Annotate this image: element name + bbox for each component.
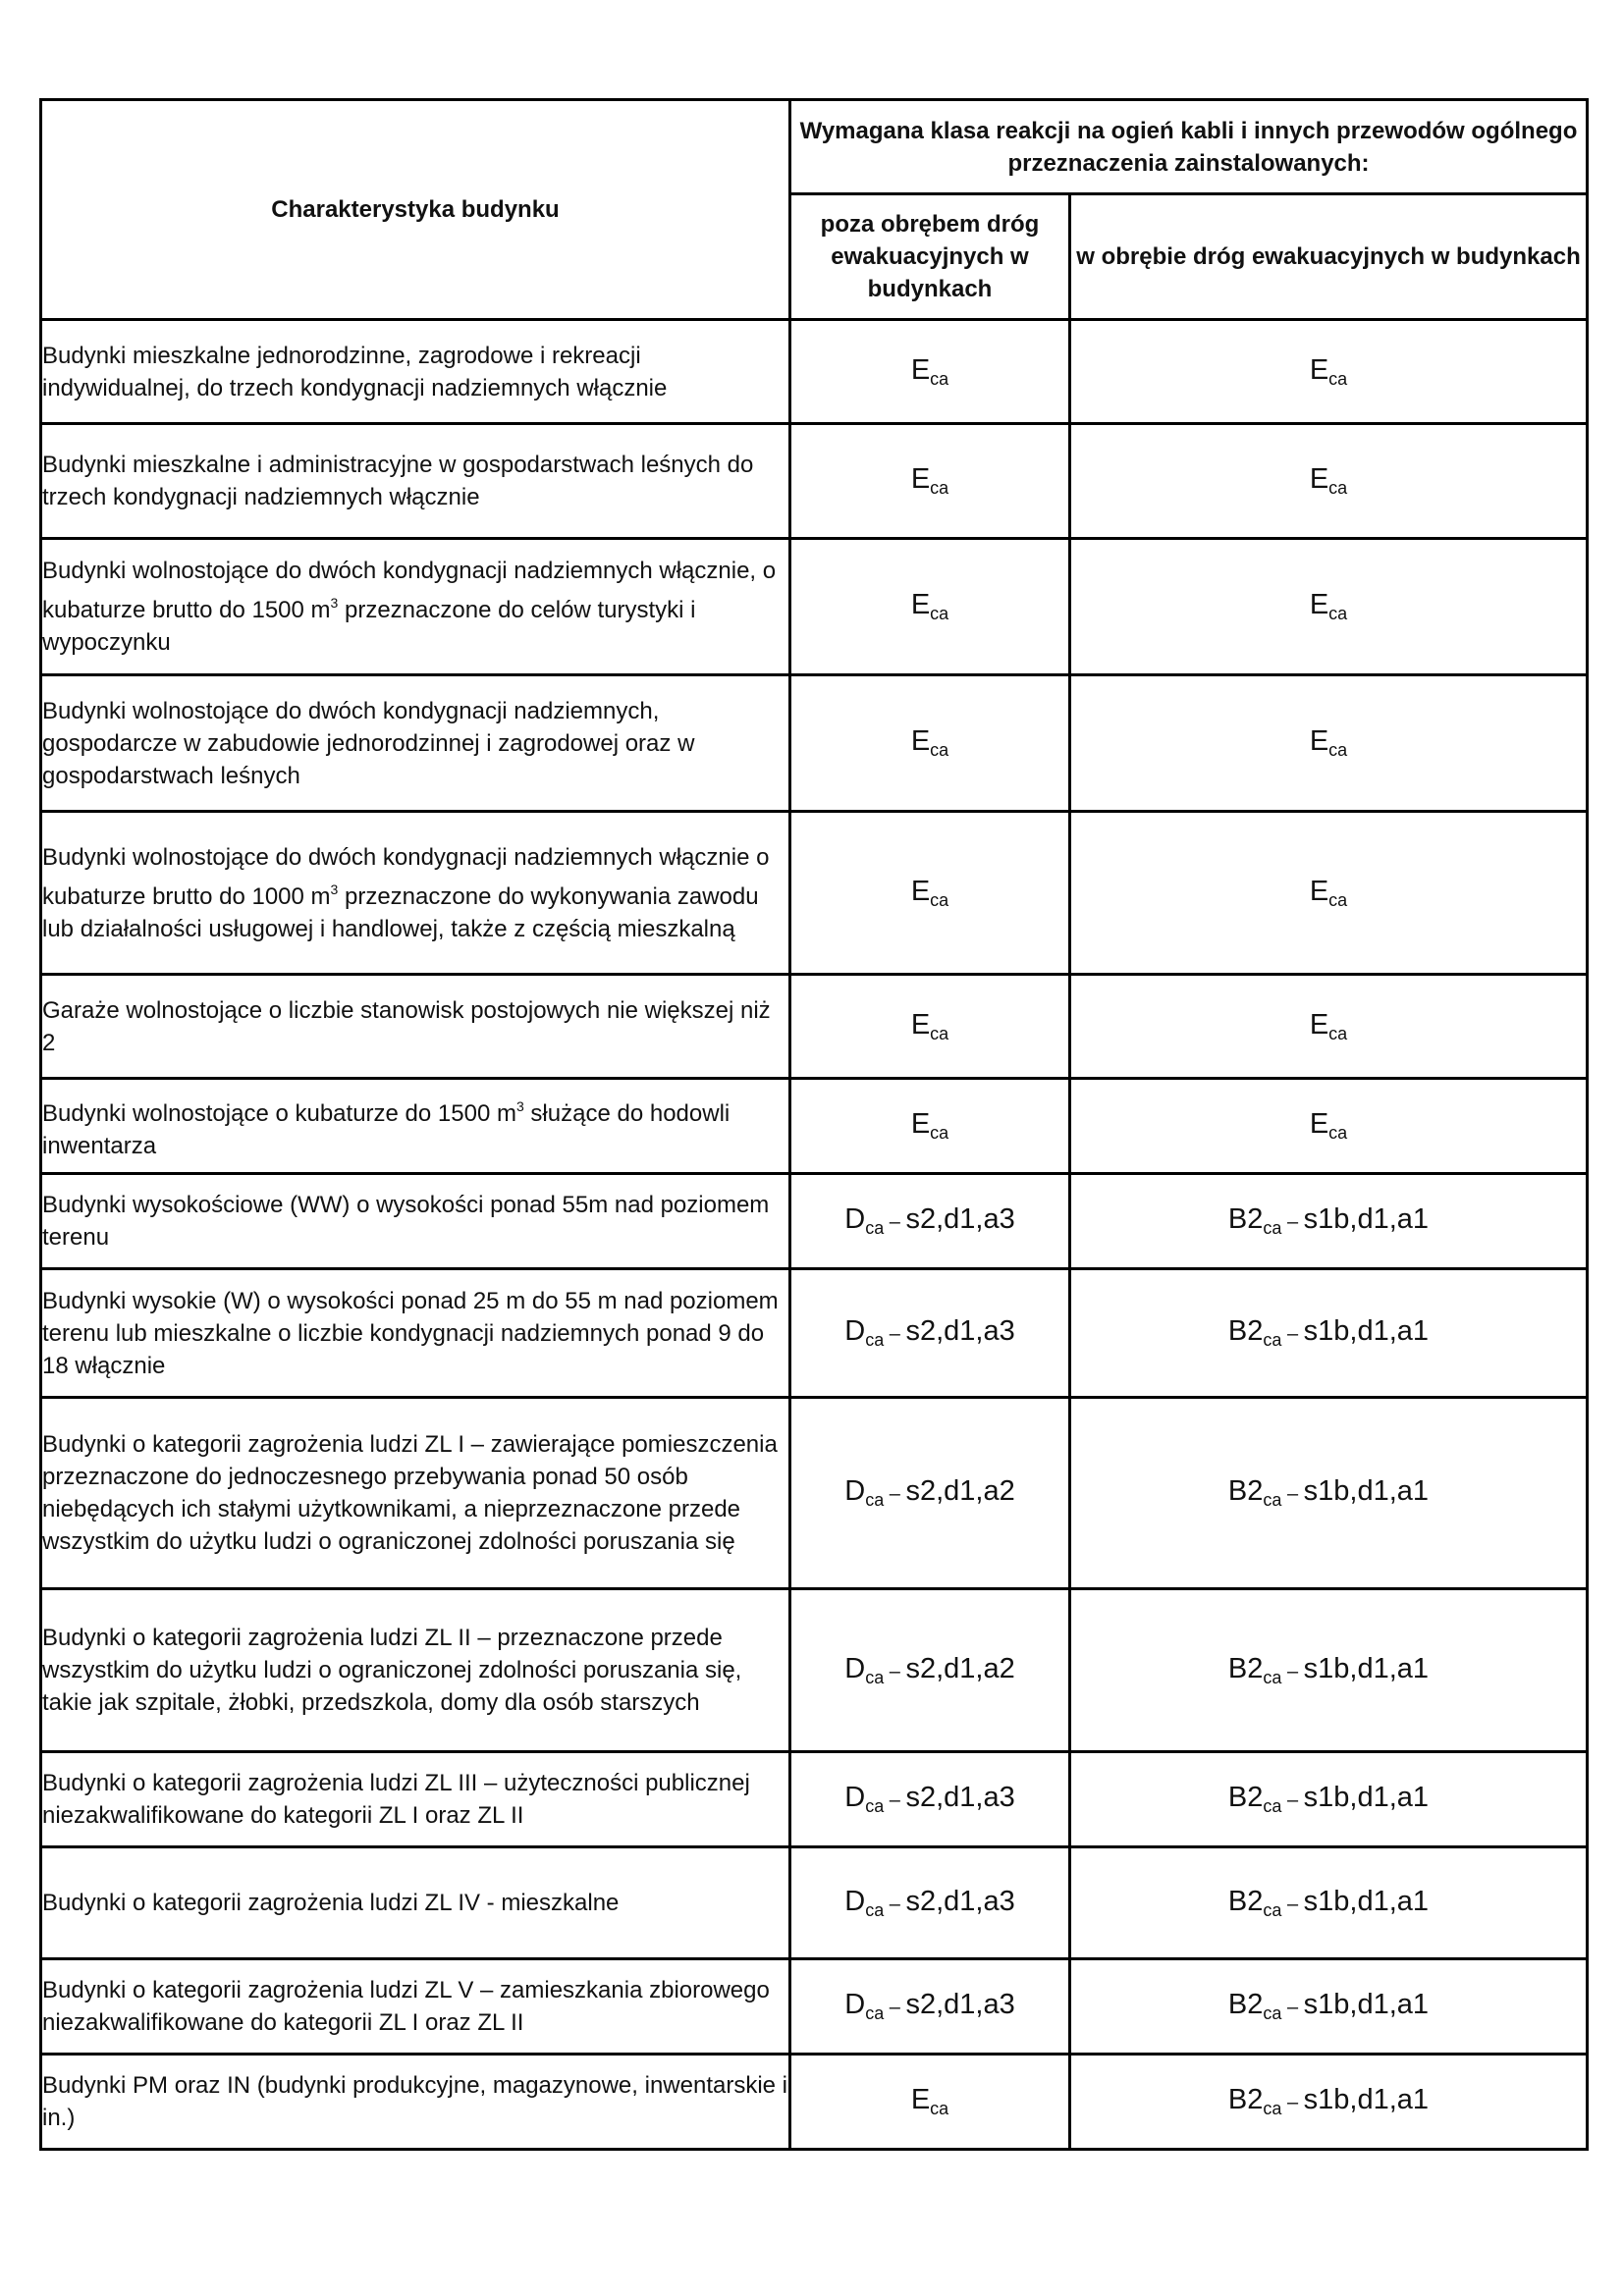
building-description: Budynki wolnostojące do dwóch kondygnacji nadziemnych włącznie, o kubaturze brutto do 1500 $m^3$ przeznaczone do celów turystyki i wypoczynku — [41, 539, 790, 675]
class-outside-routes: $E_{ca}$ — [790, 1079, 1070, 1174]
class-inside-routes: $B2_{ca} - s1b,d1,a1$ — [1070, 1174, 1588, 1269]
building-description: Garaże wolnostojące o liczbie stanowisk postojowych nie większej niż 2 — [41, 975, 790, 1079]
class-inside-routes: $E_{ca}$ — [1070, 1079, 1588, 1174]
header-building-characteristic: Charakterystyka budynku — [41, 100, 790, 320]
class-inside-routes: $B2_{ca} - s1b,d1,a1$ — [1070, 1752, 1588, 1847]
class-outside-routes: $E_{ca}$ — [790, 320, 1070, 424]
table-row — [41, 1398, 1588, 1589]
table-row — [41, 1959, 1588, 2055]
header-outside-evacuation-routes: poza obrębem dróg ewakuacyjnych w budynkach — [790, 194, 1070, 320]
table-row — [41, 1174, 1588, 1269]
building-description: Budynki wolnostojące do dwóch kondygnacji nadziemnych, gospodarcze w zabudowie jednorodzinnej i zagrodowej oraz w gospodarstwach leśnych — [41, 675, 790, 812]
building-description: Budynki o kategorii zagrożenia ludzi ZL II – przeznaczone przede wszystkim do użytku ludzi o ograniczonej zdolności poruszania się, takie jak szpitale, żłobki, przedszkola, domy dla osób starszych — [41, 1589, 790, 1752]
class-inside-routes: $E_{ca}$ — [1070, 812, 1588, 975]
class-outside-routes: $D_{ca} - s2,d1,a3$ — [790, 1752, 1070, 1847]
building-description: Budynki o kategorii zagrożenia ludzi ZL I – zawierające pomieszczenia przeznaczone do jednoczesnego przebywania ponad 50 osób niebędących ich stałymi użytkownikami, a nieprzeznaczone przede wszystkim do użytku ludzi o ograniczonej zdolności poruszania się — [41, 1398, 790, 1589]
building-description: Budynki o kategorii zagrożenia ludzi ZL V – zamieszkania zbiorowego niezakwalifikowane do kategorii ZL I oraz ZL II — [41, 1959, 790, 2055]
table-row — [41, 1269, 1588, 1398]
class-inside-routes: $B2_{ca} - s1b,d1,a1$ — [1070, 1589, 1588, 1752]
class-outside-routes: $E_{ca}$ — [790, 424, 1070, 539]
class-outside-routes: $D_{ca} - s2,d1,a2$ — [790, 1398, 1070, 1589]
building-description: Budynki wolnostojące o kubaturze do 1500 $m^3$ służące do hodowli inwentarza — [41, 1079, 790, 1174]
table-row — [41, 1589, 1588, 1752]
class-outside-routes: $D_{ca} - s2,d1,a2$ — [790, 1589, 1070, 1752]
table-row — [41, 539, 1588, 675]
class-inside-routes: $B2_{ca} - s1b,d1,a1$ — [1070, 1959, 1588, 2055]
building-description: Budynki wysokie (W) o wysokości ponad 25 m do 55 m nad poziomem terenu lub mieszkalne o liczbie kondygnacji nadziemnych ponad 9 do 18 włącznie — [41, 1269, 790, 1398]
class-inside-routes: $E_{ca}$ — [1070, 675, 1588, 812]
class-inside-routes: $B2_{ca} - s1b,d1,a1$ — [1070, 2055, 1588, 2150]
class-inside-routes: $B2_{ca} - s1b,d1,a1$ — [1070, 1847, 1588, 1959]
table-row — [41, 320, 1588, 424]
class-outside-routes: $E_{ca}$ — [790, 2055, 1070, 2150]
class-outside-routes: $D_{ca} - s2,d1,a3$ — [790, 1847, 1070, 1959]
table-row — [41, 675, 1588, 812]
class-inside-routes: $E_{ca}$ — [1070, 424, 1588, 539]
header-required-class: Wymagana klasa reakcji na ogień kabli i innych przewodów ogólnego przeznaczenia zainstalowanych: — [790, 100, 1588, 194]
class-outside-routes: $E_{ca}$ — [790, 539, 1070, 675]
table-row — [41, 1752, 1588, 1847]
table-row — [41, 2055, 1588, 2150]
class-outside-routes: $D_{ca} - s2,d1,a3$ — [790, 1959, 1070, 2055]
class-inside-routes: $E_{ca}$ — [1070, 975, 1588, 1079]
class-outside-routes: $D_{ca} - s2,d1,a3$ — [790, 1174, 1070, 1269]
class-inside-routes: $E_{ca}$ — [1070, 539, 1588, 675]
class-inside-routes: $B2_{ca} - s1b,d1,a1$ — [1070, 1269, 1588, 1398]
class-outside-routes: $E_{ca}$ — [790, 675, 1070, 812]
header-inside-evacuation-routes: w obrębie dróg ewakuacyjnych w budynkach — [1070, 194, 1588, 320]
table-row — [41, 812, 1588, 975]
class-inside-routes: $B2_{ca} - s1b,d1,a1$ — [1070, 1398, 1588, 1589]
building-description: Budynki wysokościowe (WW) o wysokości ponad 55m nad poziomem terenu — [41, 1174, 790, 1269]
class-outside-routes: $E_{ca}$ — [790, 975, 1070, 1079]
building-description: Budynki mieszkalne jednorodzinne, zagrodowe i rekreacji indywidualnej, do trzech kondygnacji nadziemnych włącznie — [41, 320, 790, 424]
class-inside-routes: $E_{ca}$ — [1070, 320, 1588, 424]
building-description: Budynki wolnostojące do dwóch kondygnacji nadziemnych włącznie o kubaturze brutto do 1000 $m^3$ przeznaczone do wykonywania zawodu lub działalności usługowej i handlowej, także z częścią mieszkalną — [41, 812, 790, 975]
building-description: Budynki o kategorii zagrożenia ludzi ZL III – użyteczności publicznej niezakwalifikowane do kategorii ZL I oraz ZL II — [41, 1752, 790, 1847]
fire-reaction-class-table — [39, 98, 1589, 2151]
class-outside-routes: $E_{ca}$ — [790, 812, 1070, 975]
class-outside-routes: $D_{ca} - s2,d1,a3$ — [790, 1269, 1070, 1398]
table-row — [41, 1847, 1588, 1959]
building-description: Budynki PM oraz IN (budynki produkcyjne, magazynowe, inwentarskie i in.) — [41, 2055, 790, 2150]
building-description: Budynki mieszkalne i administracyjne w gospodarstwach leśnych do trzech kondygnacji nadziemnych włącznie — [41, 424, 790, 539]
building-description: Budynki o kategorii zagrożenia ludzi ZL IV - mieszkalne — [41, 1847, 790, 1959]
table-row — [41, 424, 1588, 539]
table-row — [41, 1079, 1588, 1174]
table-row — [41, 975, 1588, 1079]
